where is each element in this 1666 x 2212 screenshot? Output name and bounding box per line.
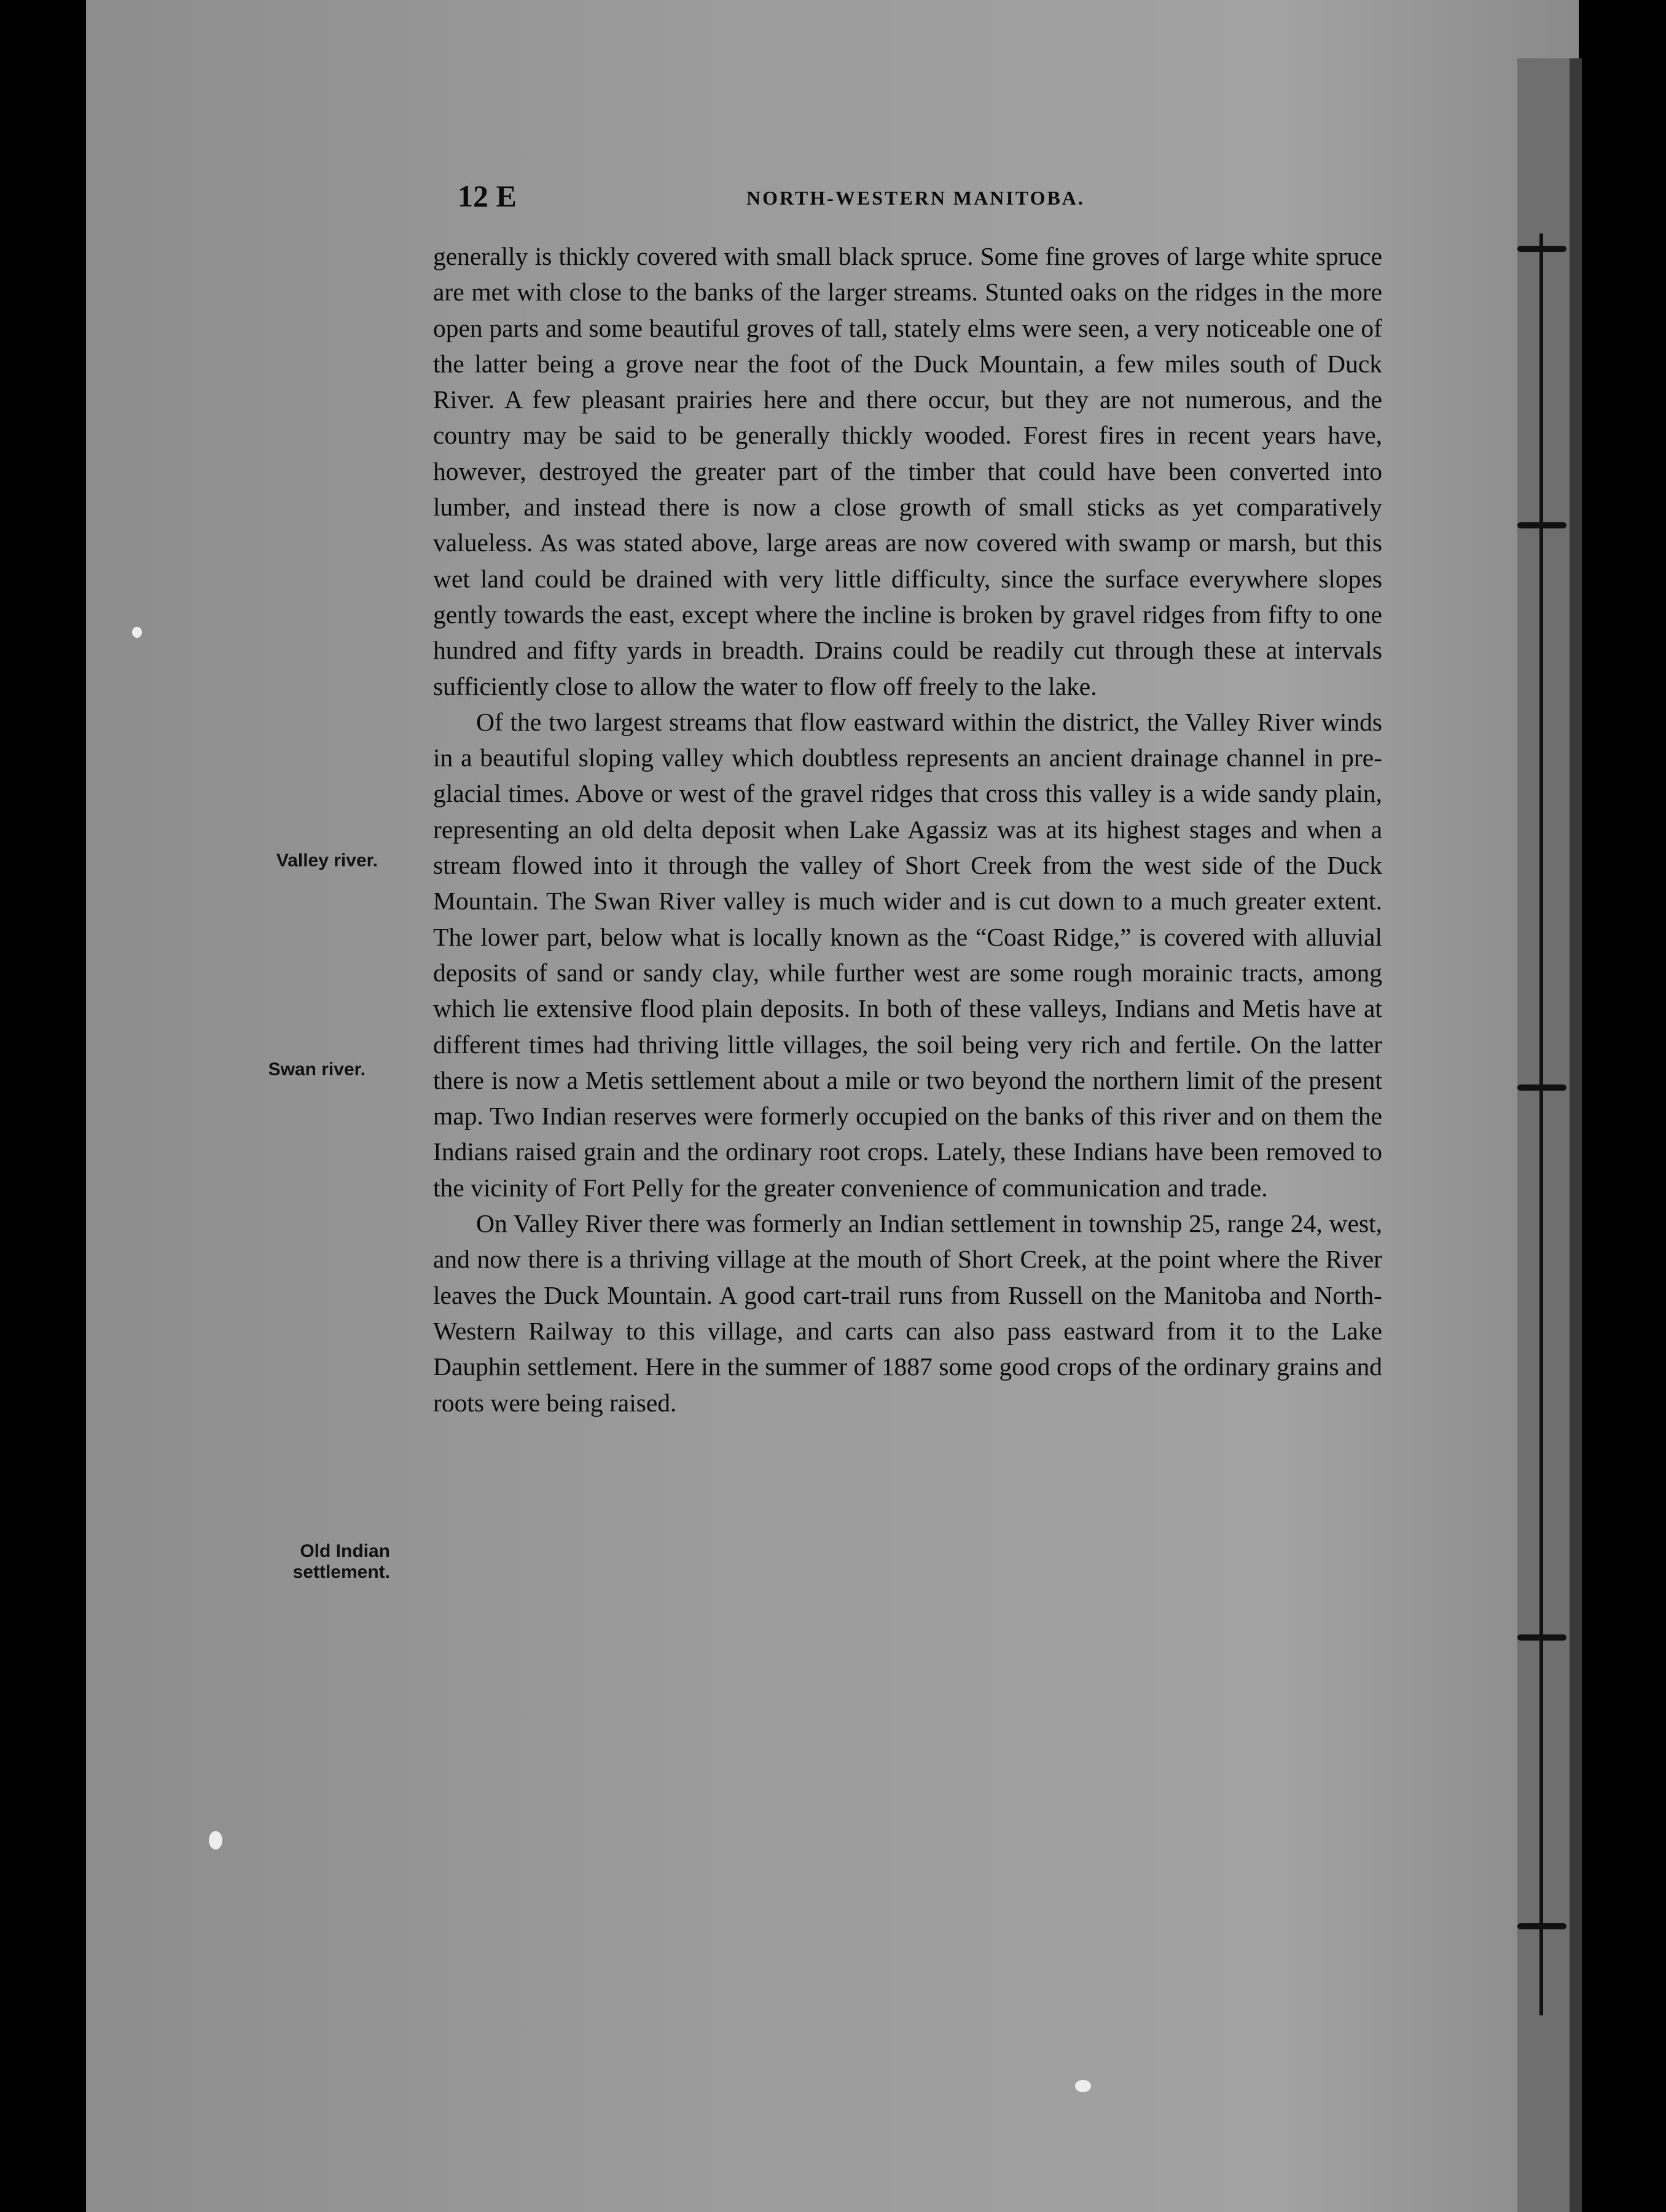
- scan-speck: [1075, 2080, 1091, 2092]
- sidenote-line: Old Indian: [300, 1541, 390, 1561]
- binding-shadow: [1570, 58, 1582, 2212]
- binding-stitch: [1517, 246, 1566, 252]
- body-text: [433, 238, 1382, 1421]
- paragraph-indian-settlement: On Valley River there was formerly an Indian settlement in township 25, range 24, west, and now there is a thriving village at the mouth of Short Creek, at the point where the River leaves the Duck Mountain. A good cart-trail runs from Russell on the Manitoba and North-Western Railway to this village, and carts can also pass eastward from it to the Lake Dauphin settlement. Here in the summer of 1887 some good crops of the ordinary grains and roots were being raised.: [433, 1209, 1382, 1417]
- binding-spine: [1539, 233, 1543, 2015]
- page-number: 12 E: [458, 179, 517, 213]
- binding-stitch: [1517, 1084, 1566, 1091]
- sidenote-valley-river: Valley river.: [276, 850, 378, 871]
- page-header: [458, 178, 1379, 215]
- sidenote-line: settlement.: [292, 1562, 390, 1582]
- sidenote-swan-river: Swan river.: [268, 1059, 366, 1080]
- running-head: NORTH-WESTERN MANITOBA.: [746, 187, 1085, 209]
- scan-speck: [209, 1831, 222, 1849]
- scan-speck: [132, 627, 142, 638]
- binding-stitch: [1517, 1634, 1566, 1641]
- binding-stitch: [1517, 522, 1566, 528]
- sidenote-old-indian-settlement: [230, 1541, 390, 1583]
- paragraph-forest: generally is thickly covered with small black spruce. Some fine groves of large white spruce are met with close to the banks of the larger streams. Stunted oaks on the ridges in the more open parts and some beautiful groves of tall, stately elms were seen, a very noticeable one of the latter being a grove near the foot of the Duck Mountain, a few miles south of Duck River. A few pleasant prairies here and there occur, but they are not numerous, and the country may be said to be generally thickly wooded. Forest fires in recent years have, however, destroyed the greater part of the timber that could have been converted into lumber, and instead there is now a close growth of small sticks as yet comparatively valueless. As was stated above, large areas are now covered with swamp or marsh, but this wet land could be drained with very little difficulty, since the surface everywhere slopes gently towards the east, except where the incline is broken by gravel ridges from fifty to one hundred and fifty yards in breadth. Drains could be readily cut through these at intervals sufficiently close to allow the water to flow off freely to the lake.: [433, 242, 1382, 700]
- binding-stitch: [1517, 1923, 1566, 1929]
- paragraph-valley-river: Of the two largest streams that flow eastward within the district, the Valley River winds in a beautiful sloping valley which doubtless represents an ancient drainage channel in pre-glacial times. Above or west of the gravel ridges that cross this valley is a wide sandy plain, representing an old delta deposit when Lake Agassiz was at its highest stages and when a stream flowed into it through the valley of Short Creek from the west side of the Duck Mountain. The Swan River valley is much wider and is cut down to a much greater extent. The lower part, below what is locally known as the “Coast Ridge,” is covered with alluvial deposits of sand or sandy clay, while further west are some rough morainic tracts, among which lie extensive flood plain deposits. In both of these valleys, Indians and Metis have at different times had thriving little villages, the soil being very rich and fertile. On the latter there is now a Metis settlement about a mile or two beyond the northern limit of the present map. Two Indian reserves were formerly occupied on the banks of this river and on them the Indians raised grain and the ordinary root crops. Lately, these Indians have been removed to the vicinity of Fort Pelly for the greater convenience of communication and trade.: [433, 707, 1382, 1202]
